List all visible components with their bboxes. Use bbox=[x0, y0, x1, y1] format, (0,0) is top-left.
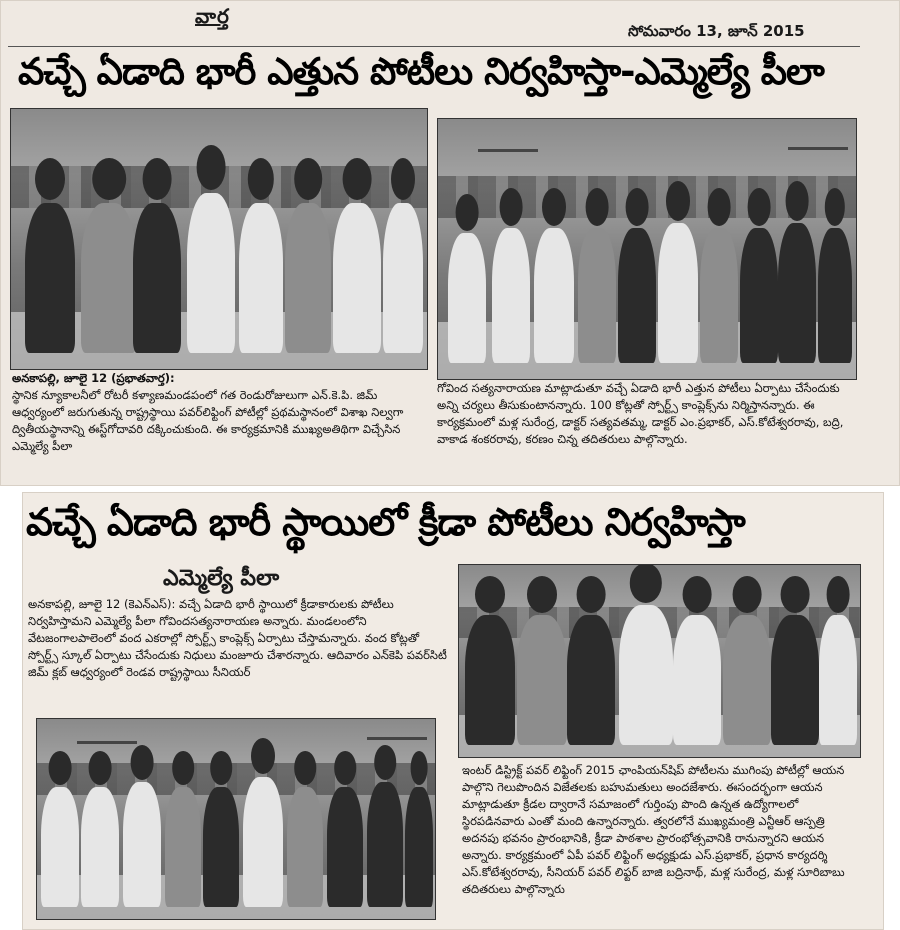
headline: వచ్చే ఏడాది భారీ ఎత్తున పోటీలు నిర్వహిస్తా-ఎమ్మెల్యే పీలా bbox=[18, 50, 824, 93]
report-dateline: అనకాపల్లి, జూలై 12 (ప్రభాతవార్త): bbox=[12, 371, 175, 385]
group-photo-right bbox=[458, 564, 861, 758]
subheadline: ఎమ్మెల్యే పీలా bbox=[163, 566, 280, 591]
report-right-column bbox=[462, 762, 860, 898]
group-photo-left bbox=[36, 718, 436, 920]
masthead: వార్త bbox=[195, 4, 230, 28]
report-right-text: ఇంటర్ డిస్ట్రిక్ట్ పవర్ లిఫ్టింగ్ 2015 ఛాంపియన్‌షిప్ పోటీలను ముగింపు పోటీల్లో ఆయన పాల్గొని గెలుపొందిన విజేతలకు బహుమతులు అందజేశారు. ఈసందర్భంగా ఆయన మాట్లాడుతూ క్రీడల ద్వారానే సమాజంలో గుర్తింపు పొంది ఉన్నత ఉద్యోగాలలో స్థిరపడినవారు ఎంతో మంది ఉన్నారన్నారు. త్వరలోనే ముఖ్యమంత్రి ఎన్టీఆర్ ఆస్పత్రి అదనపు భవనం ప్రారంభానికి, క్రీడా పాఠశాల ప్రారంభోత్సవానికి రానున్నారని ఆయన అన్నారు. కార్యక్రమంలో ఏపీ పవర్ లిఫ్టింగ్ అధ్యక్షుడు ఎస్.ప్రభాకర్, ప్రధాన కార్యదర్శి ఎస్.కోటేశ్వరరావు, సీనియర్ పవర్ లిఫ్టర్ బాజి బద్రినాథ్, మళ్ల సురేంద్ర, మళ్ల సూరిబాబు తదితరులు పాల్గొన్నారు bbox=[462, 763, 845, 896]
newspaper-clipping-bottom bbox=[22, 492, 884, 930]
report-right-column bbox=[437, 380, 855, 448]
dateline: సోమవారం 13, జూన్ 2015 bbox=[628, 22, 805, 40]
group-photo-left bbox=[10, 108, 428, 370]
report-left-column bbox=[28, 596, 448, 681]
report-right-text: గోవింద సత్యనారాయణ మాట్లాడుతూ వచ్చే ఏడాది భారీ ఎత్తున పోటీలు ఏర్పాటు చేసేందుకు అన్ని చర్యలు తీసుకుంటానన్నారు. 100 కోట్లతో స్పోర్ట్స్ కాంప్లెక్స్‌ను నిర్మిస్తానన్నారు. ఈ కార్యక్రమంలో మళ్ల సురేంద్ర, డాక్టర్ సత్యవతమ్మ, డాక్టర్ ఎం.ప్రభాకర్, ఎస్.కోటేశ్వరరావు, బద్రి, వాకాడ శంకరరావు, కరణం చిన్న తదితరులు పాల్గొన్నారు. bbox=[437, 381, 844, 446]
headline: వచ్చే ఏడాది భారీ స్థాయిలో క్రీడా పోటీలు నిర్వహిస్తా bbox=[26, 500, 745, 544]
group-photo-right bbox=[437, 118, 857, 380]
header-rule bbox=[8, 46, 860, 47]
report-left-text: అనకాపల్లి, జూలై 12 (కెఎన్ఎస్): వచ్చే ఏడాది భారీ స్థాయిలో క్రీడాకారులకు పోటీలు నిర్వహిస్తామని ఎమ్మెల్యే పీలా గోవిందసత్యనారాయణ అన్నారు. మండలంలోని వేటజంగాలపాలెంలో వంద ఎకరాల్లో స్పోర్ట్స్ కాంప్లెక్స్ ఏర్పాటు చేస్తామన్నారు. వంద కోట్లతో స్పోర్ట్స్ స్కూల్ ఏర్పాటు చేసేందుకు నిధులు మంజూరు చేశారన్నారు. ఆదివారం ఎన్‌కెపి పవర్‌సిటీ జిమ్ క్లబ్ ఆధ్వర్యంలో రెండవ రాష్ట్రస్థాయి సీనియర్ bbox=[28, 597, 447, 679]
report-left-text: స్థానిక న్యూకాలనీలో రోటరీ కళ్యాణమండపంలో గత రెండురోజులుగా ఎన్.కె.పి. జిమ్ ఆధ్వర్యంలో జరుగుతున్న రాష్ట్రస్థాయి పవర్‌లిఫ్టింగ్ పోటీల్లో ప్రథమస్థానంలో విశాఖ నిల్వగా ద్వితీయస్థానాన్ని ఈస్ట్‌గోదావరి దక్కించుకుంది. ఈ కార్యక్రమానికి ముఖ్యఅతిథిగా విచ్చేసిన ఎమ్మెల్యే పీలా bbox=[12, 388, 404, 453]
report-left-column bbox=[12, 370, 426, 455]
